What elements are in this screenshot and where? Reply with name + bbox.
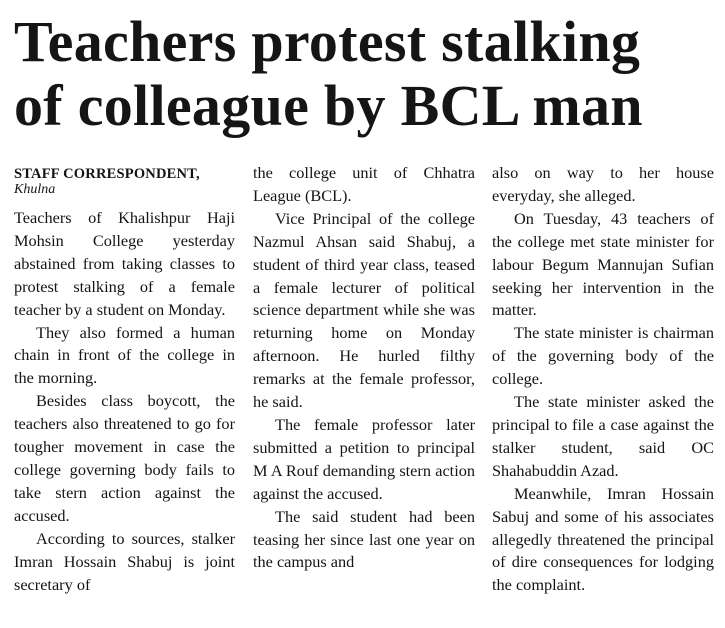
dateline: Khulna	[14, 182, 56, 197]
headline	[0, 0, 725, 144]
paragraph: Vice Principal of the college Nazmul Ahsan said Shabuj, a student of third year class, teased a female lecturer of political science department while she was returning home on Monday afternoon. He hurled filthy remarks at the female professor, he said.	[253, 208, 475, 412]
paragraph: Besides class boycott, the teachers also threatened to go for tougher movement in case the college governing body fails to take stern action against the accused.	[14, 391, 235, 525]
paragraph: On Tuesday, 43 teachers of the college met state minister for labour Begum Mannujan Sufian seeking her intervention in the matter.	[492, 208, 714, 320]
column-2	[253, 162, 475, 574]
column-1	[14, 162, 235, 596]
paragraph: the college unit of Chhatra League (BCL).	[253, 163, 475, 205]
article-body	[0, 162, 725, 628]
paragraph: Teachers of Khalishpur Haji Mohsin College yesterday abstained from taking classes to protest stalking of a female teacher by a student on Monday.	[14, 208, 235, 319]
paragraph: also on way to her house everyday, she alleged.	[492, 163, 714, 205]
paragraph: According to sources, stalker Imran Hossain Shabuj is joint secretary of	[14, 528, 235, 594]
paragraph: They also formed a human chain in front of the college in the morning.	[14, 322, 235, 388]
column-3	[492, 162, 714, 597]
paragraph: Meanwhile, Imran Hossain Sabuj and some of his associates allegedly threatened the principal of dire consequences for lodging the complaint.	[492, 483, 714, 595]
paragraph: The state minister asked the principal to file a case against the stalker student, said OC Shahabuddin Azad.	[492, 392, 714, 480]
paragraph: The female professor later submitted a petition to principal M A Rouf demanding stern action against the accused.	[253, 414, 475, 503]
paragraph: The state minister is chairman of the governing body of the college.	[492, 323, 714, 389]
headline-line-1: Teachers protest stalking	[14, 9, 641, 74]
byline: STAFF CORRESPONDENT,	[14, 166, 200, 182]
headline-line-2: of colleague by BCL man	[14, 73, 643, 138]
paragraph: The said student had been teasing her since last one year on the campus and	[253, 506, 475, 572]
